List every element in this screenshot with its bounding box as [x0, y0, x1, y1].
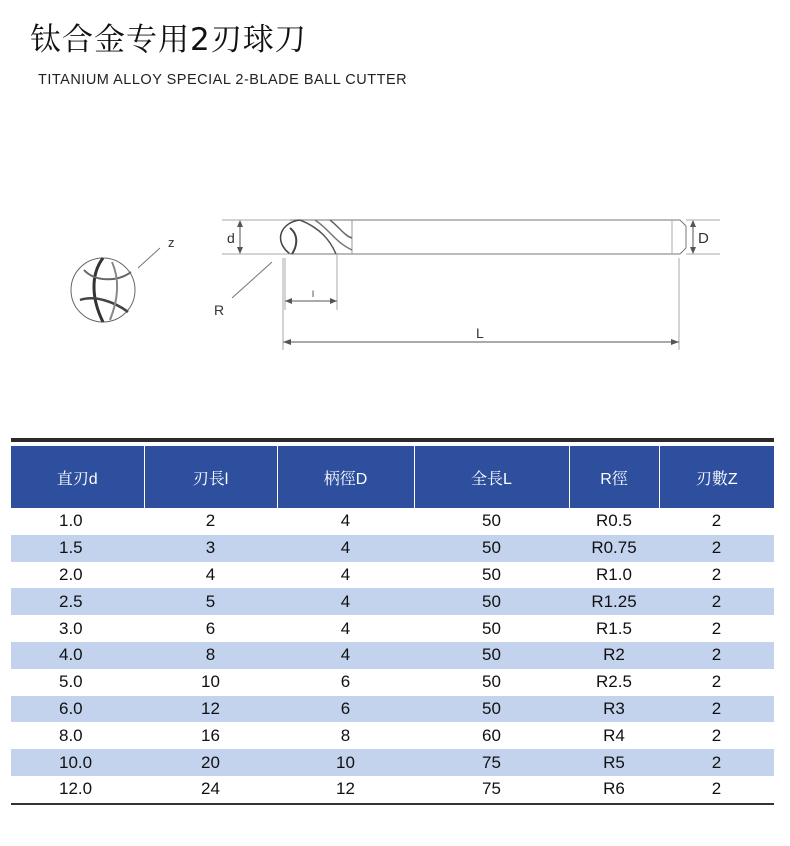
- cell-shank-diameter: 6: [277, 696, 414, 723]
- cell-shank-diameter: 4: [340, 511, 351, 531]
- cell-blade-length: 24: [144, 776, 277, 804]
- table-header-row: [11, 444, 774, 508]
- label-L: L: [476, 325, 484, 341]
- ball-cutter-diagram: [0, 150, 790, 360]
- cell-overall-length: 50: [414, 696, 569, 723]
- cell-shank-diameter: 4: [277, 588, 414, 615]
- cell-flute-count: 2: [659, 642, 774, 669]
- cell-overall-length: 75: [414, 749, 569, 776]
- cell-overall-length: 60: [482, 725, 501, 745]
- table-row: [11, 588, 774, 615]
- header-blade-length: 刃長l: [144, 444, 277, 508]
- header-radius: R徑: [569, 444, 659, 508]
- cell-blade-length: 20: [144, 749, 277, 776]
- cell-blade-diameter: 2.0: [59, 564, 83, 584]
- cell-flute-count: 2: [711, 511, 722, 531]
- cell-blade-diameter: 1.0: [59, 511, 83, 531]
- header-blade-diameter: 直刃d: [11, 444, 144, 508]
- cell-overall-length: 50: [482, 672, 501, 692]
- cell-radius: R1.25: [569, 588, 659, 615]
- cell-blade-length: 12: [144, 696, 277, 723]
- cell-blade-diameter: 5.0: [59, 672, 83, 692]
- cell-shank-diameter: 8: [340, 725, 351, 745]
- header-flute-count: 刃數Z: [659, 444, 774, 508]
- cell-shank-diameter: 4: [277, 642, 414, 669]
- table-row: [11, 749, 774, 776]
- cell-radius: R2.5: [596, 672, 632, 692]
- cell-blade-length: 4: [205, 564, 216, 584]
- cell-radius: R4: [603, 725, 625, 745]
- cell-flute-count: 2: [659, 696, 774, 723]
- cell-flute-count: 2: [711, 618, 722, 638]
- cell-radius: R5: [569, 749, 659, 776]
- cell-overall-length: 50: [482, 511, 501, 531]
- cell-flute-count: 2: [711, 725, 722, 745]
- cell-blade-diameter: 2.5: [11, 588, 144, 615]
- cell-shank-diameter: 4: [340, 564, 351, 584]
- table-row: [11, 562, 774, 589]
- cell-radius: R1.0: [596, 564, 632, 584]
- header-shank-diameter: 柄徑D: [277, 444, 414, 508]
- cell-blade-diameter: 8.0: [59, 725, 83, 745]
- cell-radius: R2: [569, 642, 659, 669]
- table-row: [11, 535, 774, 562]
- cell-radius: R6: [569, 776, 659, 804]
- label-D: D: [698, 230, 709, 247]
- cell-radius: R0.5: [596, 511, 632, 531]
- cell-overall-length: 50: [414, 588, 569, 615]
- cell-shank-diameter: 4: [277, 535, 414, 562]
- table-row: [11, 669, 774, 696]
- cell-blade-length: 5: [144, 588, 277, 615]
- cell-overall-length: 50: [482, 564, 501, 584]
- table-row: [11, 722, 774, 749]
- cell-blade-length: 6: [205, 618, 216, 638]
- cell-blade-diameter: 12.0: [11, 776, 144, 804]
- cell-shank-diameter: 4: [340, 618, 351, 638]
- cell-flute-count: 2: [711, 564, 722, 584]
- cell-blade-length: 8: [144, 642, 277, 669]
- cell-flute-count: 2: [659, 588, 774, 615]
- cell-shank-diameter: 10: [277, 749, 414, 776]
- cell-flute-count: 2: [711, 672, 722, 692]
- cell-blade-diameter: 10.0: [11, 749, 144, 776]
- cell-overall-length: 50: [414, 642, 569, 669]
- table-row: [11, 642, 774, 669]
- header-overall-length: 全長L: [414, 444, 569, 508]
- cell-overall-length: 75: [414, 776, 569, 804]
- cell-radius: R0.75: [569, 535, 659, 562]
- cutter-side-view: [281, 220, 686, 254]
- cell-overall-length: 50: [482, 618, 501, 638]
- label-z: z: [168, 235, 175, 250]
- table-row: [11, 776, 774, 804]
- cell-blade-length: 2: [205, 511, 216, 531]
- cell-overall-length: 50: [414, 535, 569, 562]
- cell-blade-diameter: 4.0: [11, 642, 144, 669]
- spec-table: [11, 438, 774, 805]
- cell-blade-length: 3: [144, 535, 277, 562]
- table-row: [11, 696, 774, 723]
- cell-blade-length: 10: [201, 672, 220, 692]
- cell-blade-length: 16: [201, 725, 220, 745]
- label-R: R: [214, 302, 225, 318]
- page-subtitle: TITANIUM ALLOY SPECIAL 2-BLADE BALL CUTTER: [38, 72, 408, 88]
- cell-flute-count: 2: [659, 535, 774, 562]
- cell-blade-diameter: 3.0: [59, 618, 83, 638]
- cell-blade-diameter: 1.5: [11, 535, 144, 562]
- page-title: 钛合金专用2刃球刀: [30, 22, 307, 58]
- cutter-end-view: [71, 248, 160, 322]
- cell-blade-diameter: 6.0: [11, 696, 144, 723]
- label-d: d: [227, 230, 235, 246]
- cell-shank-diameter: 12: [277, 776, 414, 804]
- cell-shank-diameter: 6: [340, 672, 351, 692]
- cell-flute-count: 2: [659, 776, 774, 804]
- label-l: l: [312, 289, 314, 299]
- table-row: [11, 615, 774, 642]
- table-row: [11, 508, 774, 535]
- cell-radius: R3: [569, 696, 659, 723]
- cell-radius: R1.5: [596, 618, 632, 638]
- cell-flute-count: 2: [659, 749, 774, 776]
